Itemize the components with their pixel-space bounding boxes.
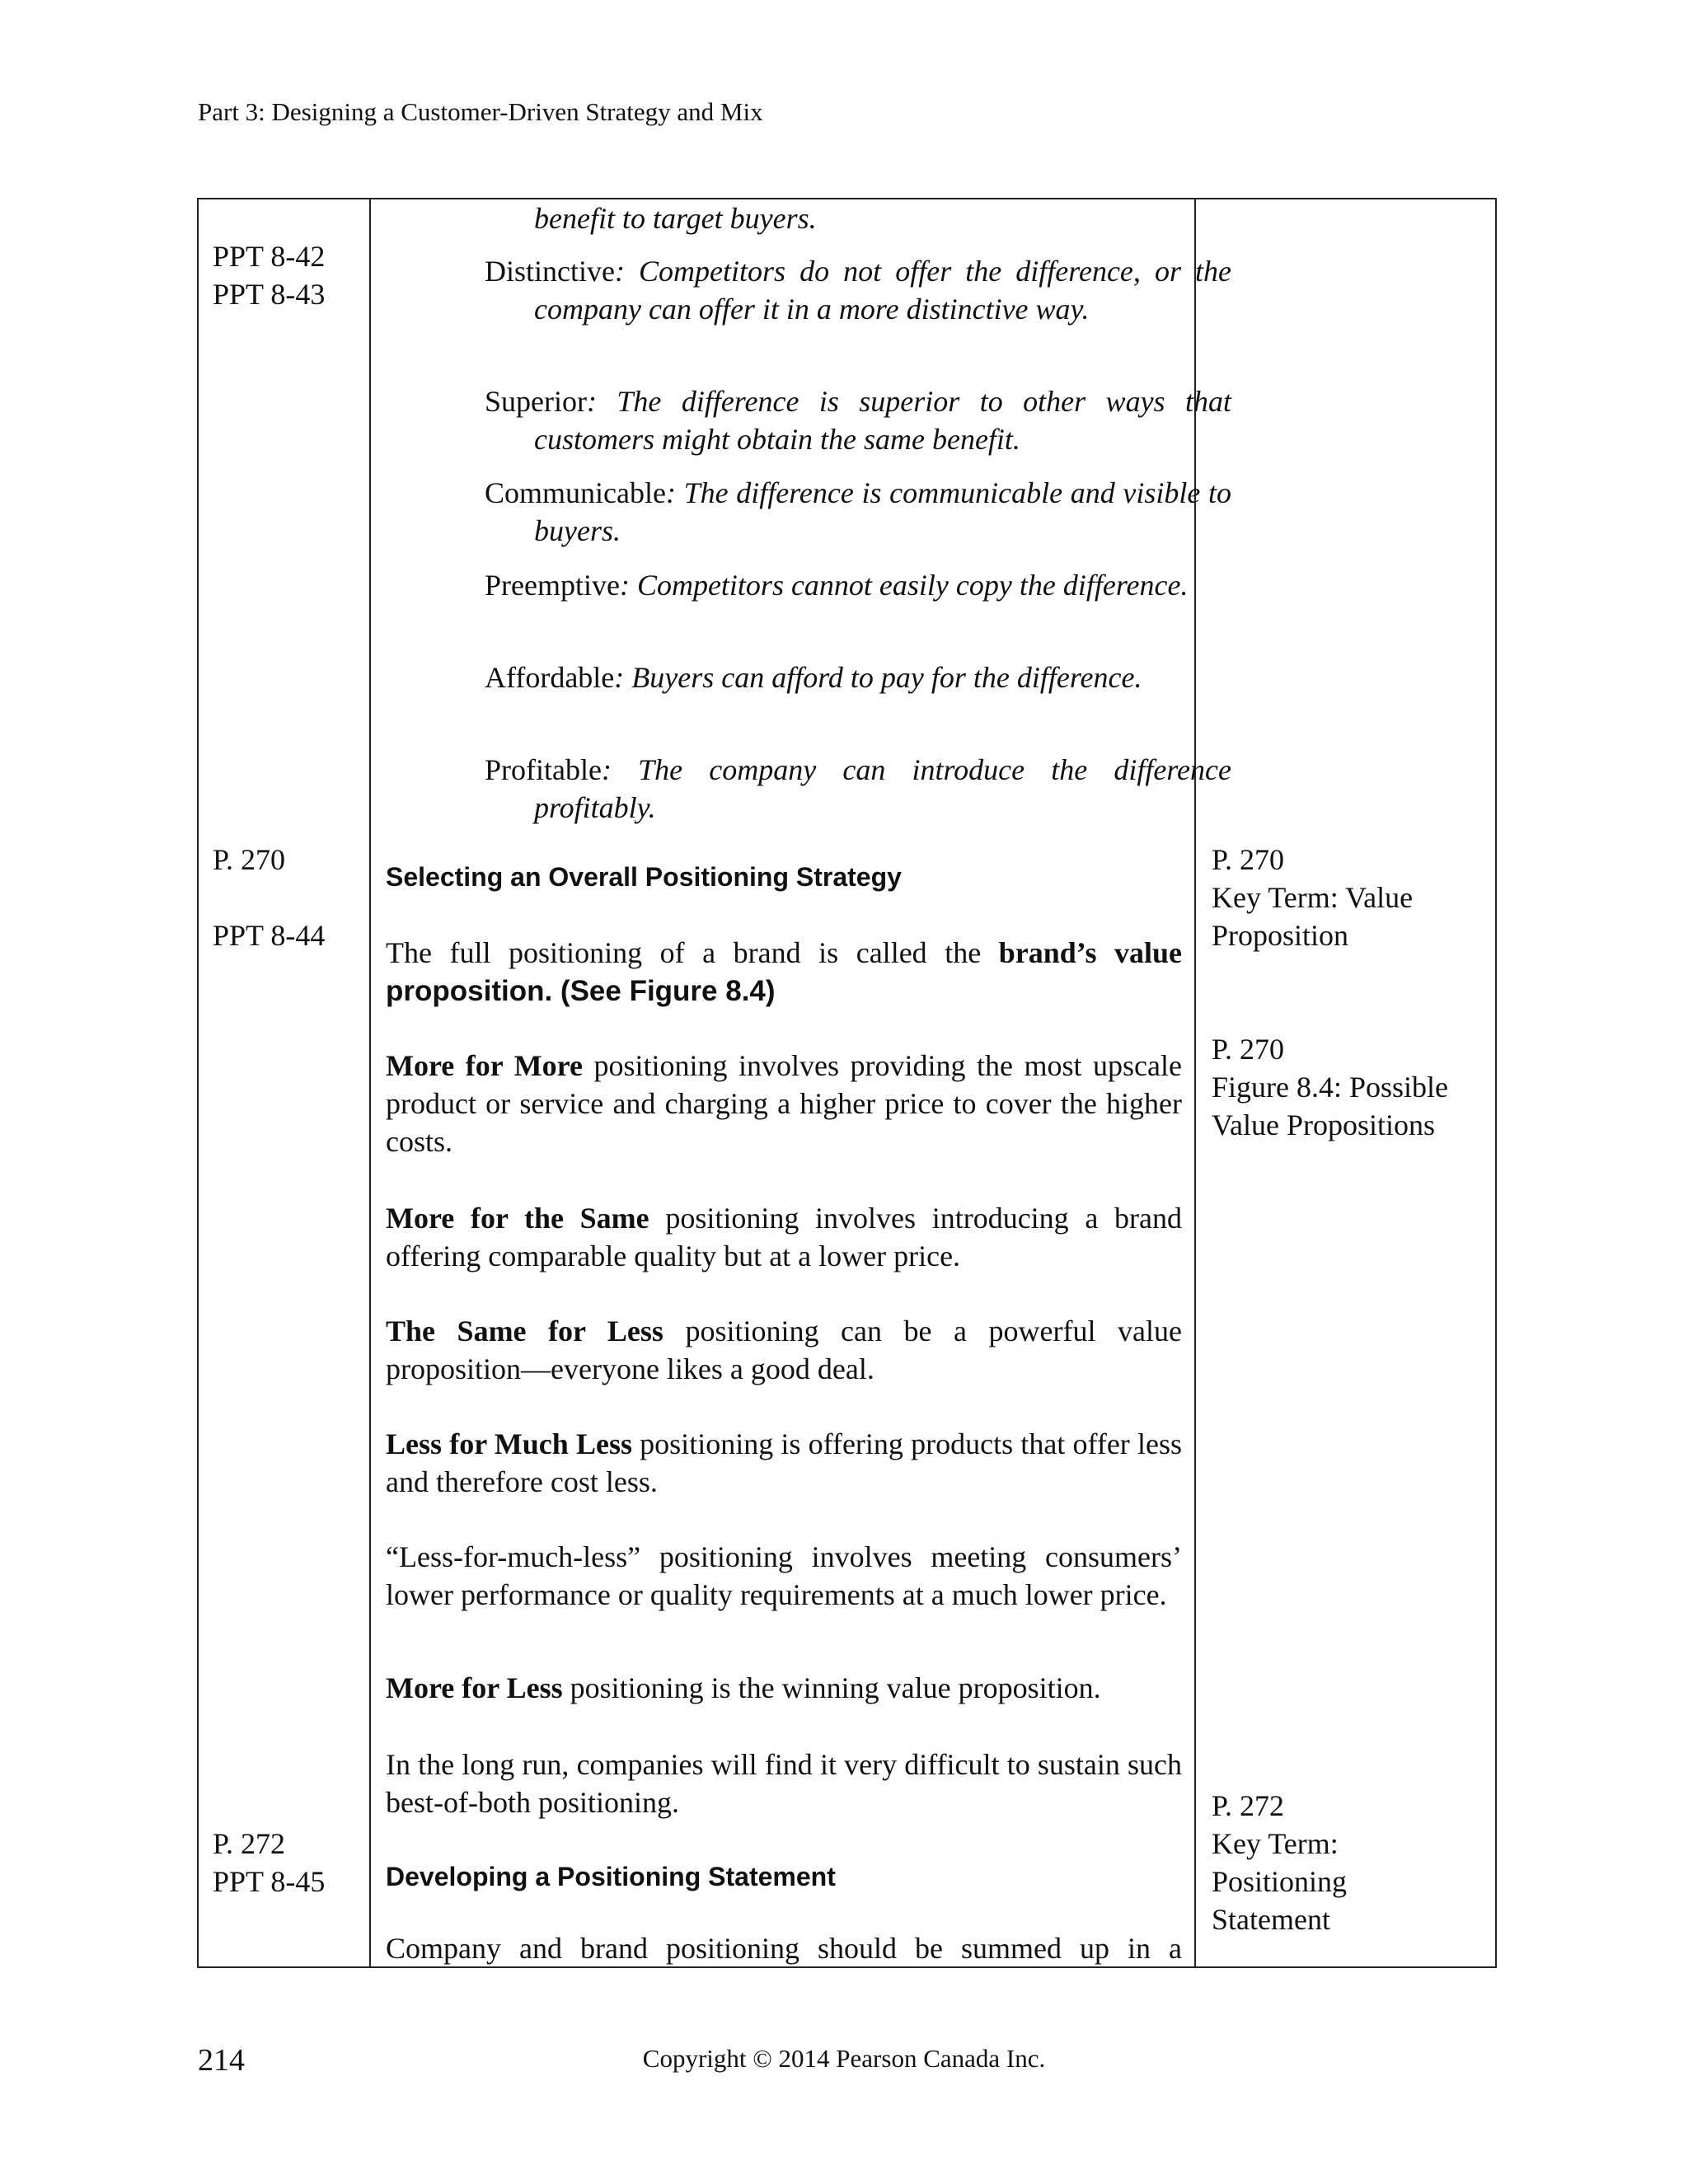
page-number: 214: [198, 2043, 245, 2078]
ppt-ref-8-43: PPT 8-43: [213, 278, 326, 311]
criterion-distinctive: [485, 252, 1231, 328]
criterion-term: Superior: [485, 385, 587, 418]
criterion-profitable: [485, 751, 1231, 827]
section-heading: Selecting an Overall Positioning Strategy: [386, 862, 902, 892]
intro-bold-term: brand’s value: [998, 936, 1183, 969]
positioning-label: More for Less: [386, 1671, 563, 1704]
criterion-affordable: [485, 658, 1231, 696]
note-key-term-cont: Statement: [1212, 1903, 1330, 1936]
page-ref-272: P. 272: [213, 1827, 286, 1860]
page-ref-270: P. 270: [213, 843, 286, 876]
note-key-term: Key Term: Value: [1212, 881, 1414, 914]
note-page-ref: P. 270: [1212, 843, 1285, 876]
long-run-paragraph: [386, 1746, 1182, 1821]
criterion-definition: : The company can introduce the difference profitably.: [534, 753, 1231, 824]
running-header: Part 3: Designing a Customer-Driven Strategy and Mix: [198, 97, 763, 126]
positioning-label: The Same for Less: [386, 1315, 663, 1347]
criterion-definition: : Buyers can afford to pay for the difference.: [614, 661, 1142, 694]
criterion-definition: : The difference is superior to other ways that customers might obtain the same benefit.: [534, 385, 1231, 456]
less-for-much-less-detail: [386, 1538, 1182, 1614]
note-key-term-cont: Proposition: [1212, 919, 1349, 952]
positioning-description: positioning involves introducing a brand offering comparable quality but at a lower price.: [386, 1202, 1182, 1272]
criterion-definition: : The difference is communicable and visible to buyers.: [534, 476, 1231, 547]
positioning-more-for-less: [386, 1669, 1182, 1707]
positioning-description: positioning is offering products that offer less and therefore cost less.: [386, 1427, 1183, 1498]
column-divider-left: [369, 199, 371, 1966]
paragraph-text: In the long run, companies will find it very difficult to sustain such best-of-both positioning.: [386, 1748, 1182, 1819]
criteria-continued-text: benefit to target buyers.: [534, 202, 817, 235]
ppt-ref-8-42: PPT 8-42: [213, 240, 326, 273]
paragraph-text: “Less-for-much-less” positioning involves meeting consumers’ lower performance or quality requirements at a much lower price.: [386, 1540, 1182, 1611]
criterion-definition: : Competitors do not offer the difference, or the company can offer it in a more distinctive way.: [534, 255, 1231, 326]
positioning-description: positioning can be a powerful value proposition—everyone likes a good deal.: [386, 1315, 1182, 1385]
criterion-superior: [485, 382, 1231, 458]
positioning-description: positioning is the winning value proposition.: [562, 1671, 1101, 1704]
positioning-more-for-the-same: [386, 1199, 1182, 1275]
ppt-ref-8-45: PPT 8-45: [213, 1865, 326, 1898]
note-page-ref: P. 270: [1212, 1033, 1285, 1066]
note-page-ref: P. 272: [1212, 1789, 1285, 1822]
positioning-same-for-less: [386, 1312, 1182, 1388]
ppt-ref-8-44: PPT 8-44: [213, 919, 326, 952]
positioning-statement-text: Company and brand positioning should be summed up in a: [386, 1932, 1182, 1965]
value-proposition-intro: [386, 934, 1182, 972]
positioning-label: More for the Same: [386, 1202, 649, 1235]
positioning-description: positioning involves providing the most upscale product or service and charging a higher price to cover the higher costs.: [386, 1049, 1182, 1158]
note-figure-ref-cont: Value Propositions: [1212, 1108, 1436, 1141]
column-divider-right: [1194, 199, 1196, 1966]
copyright-notice: Copyright © 2014 Pearson Canada Inc.: [642, 2044, 1046, 2073]
criterion-communicable: [485, 474, 1231, 550]
intro-bold-continuation: proposition. (See Figure 8.4): [386, 975, 776, 1007]
positioning-label: Less for Much Less: [386, 1427, 632, 1460]
section-heading-2: Developing a Positioning Statement: [386, 1862, 836, 1891]
positioning-label: More for More: [386, 1049, 583, 1082]
note-key-term: Key Term:: [1212, 1827, 1339, 1860]
intro-text: The full positioning of a brand is called the: [386, 936, 999, 969]
criterion-definition: : Competitors cannot easily copy the difference.: [619, 569, 1189, 602]
positioning-less-for-much-less: [386, 1425, 1182, 1501]
note-figure-ref: Figure 8.4: Possible: [1212, 1071, 1449, 1104]
note-key-term-cont: Positioning: [1212, 1865, 1348, 1898]
criterion-term: Preemptive: [485, 569, 620, 602]
positioning-more-for-more: [386, 1047, 1182, 1160]
criterion-term: Communicable: [485, 476, 666, 509]
criterion-term: Distinctive: [485, 255, 615, 288]
criterion-preemptive: [485, 566, 1231, 604]
criterion-term: Profitable: [485, 753, 602, 786]
criterion-term: Affordable: [485, 661, 615, 694]
